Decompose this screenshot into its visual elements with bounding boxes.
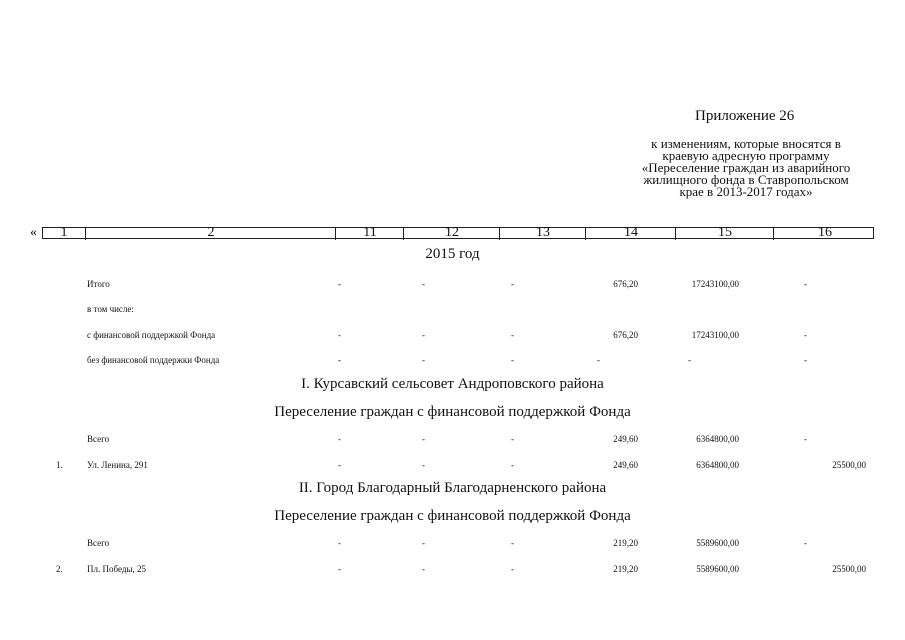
row-label: Всего bbox=[87, 538, 110, 548]
cell-col-16: - bbox=[804, 355, 807, 365]
cell-col-14: 676,20 bbox=[613, 279, 638, 289]
cell-col-15: - bbox=[688, 355, 691, 365]
row-label: в том числе: bbox=[87, 304, 134, 314]
table-row bbox=[0, 564, 905, 578]
table-row bbox=[0, 304, 905, 318]
cell-col-14: 219,20 bbox=[613, 564, 638, 574]
table-row bbox=[0, 538, 905, 552]
cell-col-12: - bbox=[422, 330, 425, 340]
appendix-note-line: крае в 2013-2017 годах» bbox=[679, 184, 813, 199]
section-subtitle: Переселение граждан с финансовой поддержкой Фонда bbox=[274, 508, 631, 524]
cell-col-16: - bbox=[804, 434, 807, 444]
cell-col-12: - bbox=[422, 460, 425, 470]
opening-quote: « bbox=[30, 225, 37, 240]
cell-col-16: - bbox=[804, 279, 807, 289]
header-divider bbox=[675, 228, 676, 240]
cell-col-13: - bbox=[511, 564, 514, 574]
row-label: Пл. Победы, 25 bbox=[87, 564, 146, 574]
section-subtitle: Переселение граждан с финансовой поддержкой Фонда bbox=[274, 404, 631, 420]
cell-col-14: - bbox=[597, 355, 600, 365]
header-col-13: 13 bbox=[536, 225, 550, 240]
cell-col-13: - bbox=[511, 460, 514, 470]
header-col-2: 2 bbox=[207, 225, 215, 240]
row-label: Всего bbox=[87, 434, 110, 444]
cell-col-14: 249,60 bbox=[613, 434, 638, 444]
cell-col-15: 5589600,00 bbox=[696, 564, 739, 574]
appendix-note-line: краевую адресную программу bbox=[662, 148, 830, 163]
header-divider bbox=[335, 228, 336, 240]
cell-col-14: 219,20 bbox=[613, 538, 638, 548]
cell-col-13: - bbox=[511, 538, 514, 548]
cell-col-16: 25500,00 bbox=[832, 564, 866, 574]
cell-col-13: - bbox=[511, 434, 514, 444]
header-divider bbox=[585, 228, 586, 240]
row-number: 1. bbox=[56, 460, 63, 470]
header-divider bbox=[403, 228, 404, 240]
cell-col-15: 17243100,00 bbox=[691, 330, 739, 340]
cell-col-11: - bbox=[338, 355, 341, 365]
cell-col-15: 6364800,00 bbox=[696, 434, 739, 444]
header-divider bbox=[499, 228, 500, 240]
section-title: II. Город Благодарный Благодарненского района bbox=[298, 480, 607, 496]
table-row bbox=[0, 279, 905, 293]
cell-col-12: - bbox=[422, 355, 425, 365]
cell-col-15: 17243100,00 bbox=[691, 279, 739, 289]
row-label: Итого bbox=[87, 279, 110, 289]
cell-col-11: - bbox=[338, 279, 341, 289]
cell-col-16: - bbox=[804, 330, 807, 340]
header-col-14: 14 bbox=[624, 225, 638, 240]
header-col-1: 1 bbox=[60, 225, 68, 240]
table-row bbox=[0, 355, 905, 369]
cell-col-11: - bbox=[338, 330, 341, 340]
cell-col-14: 676,20 bbox=[613, 330, 638, 340]
header-col-12: 12 bbox=[445, 225, 459, 240]
table-row bbox=[0, 460, 905, 474]
row-number: 2. bbox=[56, 564, 63, 574]
table-row bbox=[0, 330, 905, 344]
cell-col-12: - bbox=[422, 279, 425, 289]
appendix-note-line: к изменениям, которые вносятся в bbox=[651, 136, 841, 151]
cell-col-11: - bbox=[338, 538, 341, 548]
cell-col-11: - bbox=[338, 460, 341, 470]
header-divider bbox=[773, 228, 774, 240]
year-label: 2015 год bbox=[425, 246, 480, 262]
appendix-title: Приложение 26 bbox=[695, 108, 795, 124]
appendix-note-line: жилищного фонда в Ставропольском bbox=[643, 172, 849, 187]
cell-col-14: 249,60 bbox=[613, 460, 638, 470]
row-label: с финансовой поддержкой Фонда bbox=[87, 330, 216, 340]
appendix-note bbox=[612, 138, 880, 198]
cell-col-13: - bbox=[511, 355, 514, 365]
cell-col-13: - bbox=[511, 330, 514, 340]
section-title: I. Курсавский сельсовет Андроповского района bbox=[301, 376, 604, 392]
cell-col-13: - bbox=[511, 279, 514, 289]
table-header-row bbox=[30, 227, 875, 240]
cell-col-11: - bbox=[338, 434, 341, 444]
header-divider bbox=[85, 228, 86, 240]
row-label: без финансовой поддержки Фонда bbox=[87, 355, 220, 365]
header-col-16: 16 bbox=[818, 225, 832, 240]
row-label: Ул. Ленина, 291 bbox=[87, 460, 148, 470]
header-box bbox=[42, 227, 874, 239]
cell-col-12: - bbox=[422, 434, 425, 444]
cell-col-12: - bbox=[422, 538, 425, 548]
cell-col-15: 5589600,00 bbox=[696, 538, 739, 548]
header-col-15: 15 bbox=[718, 225, 732, 240]
appendix-note-line: «Переселение граждан из аварийного bbox=[641, 160, 851, 175]
cell-col-11: - bbox=[338, 564, 341, 574]
cell-col-12: - bbox=[422, 564, 425, 574]
table-row bbox=[0, 434, 905, 448]
header-col-11: 11 bbox=[363, 225, 377, 240]
cell-col-16: - bbox=[804, 538, 807, 548]
cell-col-15: 6364800,00 bbox=[696, 460, 739, 470]
cell-col-16: 25500,00 bbox=[832, 460, 866, 470]
